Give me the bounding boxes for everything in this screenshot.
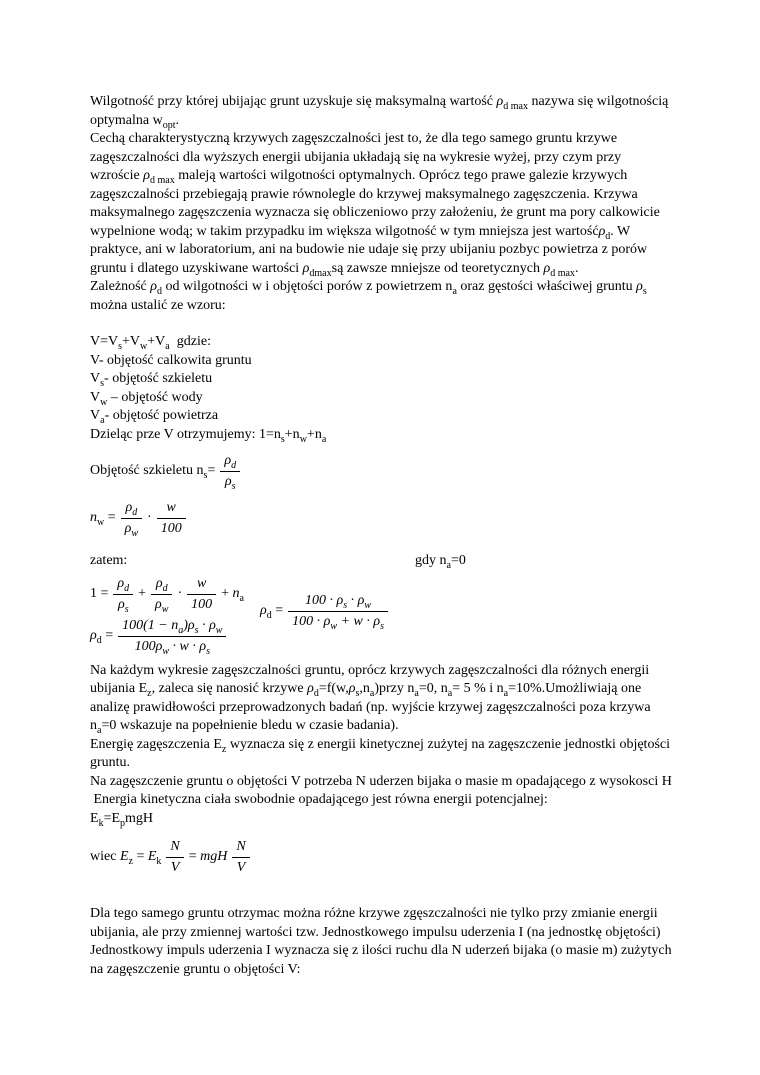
multiply-operator: · <box>147 510 152 526</box>
formula-nw-lhs: $n_w$ = <box>90 510 116 529</box>
volume-definitions <box>90 333 672 444</box>
para-optimal-moisture: Wilgotność przy której ubijając grunt uzyskuje się maksymalną wartość $\rho_{d max}$ nazywa się wilgotnością optymalna $w_{opt}$. <box>90 94 669 131</box>
denominator: $100 \cdot \rho_w + w \cdot \rho_s$ <box>292 613 384 632</box>
denominator: 100 <box>191 596 213 612</box>
formula-rho-d-saturated <box>260 592 388 631</box>
denominator: $\rho_s$ <box>224 474 236 492</box>
denominator: 100 <box>160 521 182 536</box>
denominator: $\rho_w$ <box>124 521 139 539</box>
formula-lhs: 1 = <box>90 585 109 601</box>
numerator: $100(1 - n_a)\rho_s \cdot \rho_w$ <box>118 617 226 637</box>
numerator: w <box>157 499 186 519</box>
fraction <box>166 838 183 877</box>
para-compaction-curves: Cechą charakterystyczną krzywych zagęszczalności jest to, że dla tego samego gruntu krzywe zagęszczalności dla wyższych energii ubijania układają się na wykresie wyżej, przy czym przy wzroście $\rho_{d max}$ maleją wartości wilgotności optymalnych. Oprócz tego prawe galezie krzywych zagęszczalności przebiegają prawie równolegle do krzywej maksymalnego zagęszczenia. Krzywa maksymalnego zagęszczenia wyznacza się obliczeniowo przy założeniu, że grunt ma pory calkowicie wypelnione wodą; w takim przypadku im większa wilgotność w tym mniejsza jest wartośćρ$_d$. W praktyce, ani w laboratorium, ani na budowie nie udaje się przy ubijaniu pozbyc powietrza z porów gruntu i dlatego uzyskiwane wartości $\rho_{dmax}są$ zawsze mniejsze od teoretycznych $\rho_{d max}$. <box>90 131 660 279</box>
fraction <box>113 575 133 614</box>
formula-skeleton-prefix: Objętość szkieletu $n_s=$ <box>90 463 216 482</box>
para-compaction-blows: Na zagęszczenie gruntu o objętości V potrzeba N uderzen bijaka o masie m opadającego z wysokosci H <box>90 773 672 789</box>
formula-lhs: $\rho_d$ = <box>259 602 284 621</box>
def-skeleton-volume: $V_s-$ objętość szkieletu <box>90 371 213 389</box>
eq-volume-sum: $V=V_s+V_w+V_a$ gdzie: <box>90 334 211 352</box>
para-energy-definition: Energię zagęszczenia $E_z$ wyznacza się z energii kinetycznej zużytej na zagęszczenie jednostki objętości gruntu. <box>90 736 670 770</box>
numerator: $\rho_d$ <box>220 452 240 472</box>
fraction <box>118 617 226 656</box>
equation-cluster <box>90 575 672 656</box>
denominator: V <box>170 860 180 875</box>
def-water-volume: $V_w$ – objętość wody <box>90 389 203 408</box>
para-chart-recommendation: Na każdym wykresie zagęszczalności gruntu, oprócz krzywych zagęszczalności dla różnych energii ubijania $E_z$, zaleca się nanosić krzywe $\rho_d=f(w,\rho_s,n_a)przy$ $n_a=0$, $n_a= 5$ % i $n_a=10\%.Umożliwiają$ one analizę prawidłowości przeprowadzonych badań (np. wyjście krzywej zagęszczalności poza krzywa $n_a=0$ wskazuje na popełnienie bledu w czasie badania). <box>90 662 651 736</box>
fraction <box>121 499 142 538</box>
zatem-label: zatem: <box>90 553 128 568</box>
formula-mid: = mgH <box>188 849 228 865</box>
formula-lhs: $\rho_d$ = <box>90 627 114 646</box>
para-unit-impulse-definition: Jednostkowy impuls uderzenia I wyznacza się z ilości ruchu dla N uderzeń bijaka (o masie m) zużytych na zagęszczenie gruntu o objętości V: <box>90 943 672 977</box>
formula-skeleton-ratio <box>90 452 672 491</box>
numerator: $\rho_d$ <box>151 575 172 595</box>
final-paragraphs <box>90 905 672 979</box>
numerator: N <box>232 838 249 858</box>
condition-na-zero: gdy $n_a=0$ <box>415 553 466 571</box>
eq-divide-by-v: Dzieląc prze V otrzymujemy: $1=n_s+n_w+n_a$ <box>90 426 327 445</box>
numerator: $100 \cdot \rho_s \cdot \rho_w$ <box>288 592 388 612</box>
formula-ez <box>90 838 672 877</box>
denominator: $100\rho_w \cdot w \cdot \rho_s$ <box>134 638 210 657</box>
formula-unity-sum <box>90 575 244 614</box>
fraction <box>187 575 216 614</box>
fraction <box>232 838 249 877</box>
numerator: N <box>166 838 183 858</box>
fraction <box>288 592 388 631</box>
para-kinetic-energy: Energia kinetyczna ciała swobodnie opadającego jest równa energii potencjalnej: <box>90 792 548 807</box>
para-unit-impulse-intro: Dla tego samego gruntu otrzymac można różne krzywe zgęszczalności nie tylko przy zmianie energii ubijania, ale przy zmiennej wartości tzw. Jednostkowego impulsu uderzenia I (na jednostkę objętości) <box>90 906 661 940</box>
equation-column-left <box>90 575 244 656</box>
denominator: $\rho_w$ <box>155 596 169 615</box>
denominator: $\rho_s$ <box>117 596 129 615</box>
numerator: $\rho_d$ <box>113 575 133 595</box>
formula-tail: + $n_a$ <box>221 585 244 604</box>
plus-operator: + <box>138 585 147 601</box>
formula-lhs: wiec $E_z = E_k$ <box>90 849 162 868</box>
fraction <box>157 499 186 538</box>
para-rho-dependency: Zależność $\rho_d$ od wilgotności w i objętości porów z powietrzem $n_a$ oraz gęstości właściwej gruntu $\rho_s$ można ustalić ze wzoru: <box>90 279 647 313</box>
formula-nw <box>90 499 672 538</box>
fraction <box>151 575 172 614</box>
denominator: V <box>236 860 246 875</box>
def-air-volume: $V_a-$ objętość powietrza <box>90 408 219 426</box>
fraction <box>220 452 240 491</box>
numerator: $\rho_d$ <box>121 499 142 519</box>
numerator: w <box>187 575 216 595</box>
def-total-volume: V- objętość calkowita gruntu <box>90 352 252 368</box>
zatem-line <box>90 552 672 571</box>
multiply-operator: · <box>177 585 183 601</box>
formula-rho-d-general <box>90 617 244 656</box>
eq-ek-ep: $E_k=E_pmgH$ <box>90 810 154 829</box>
